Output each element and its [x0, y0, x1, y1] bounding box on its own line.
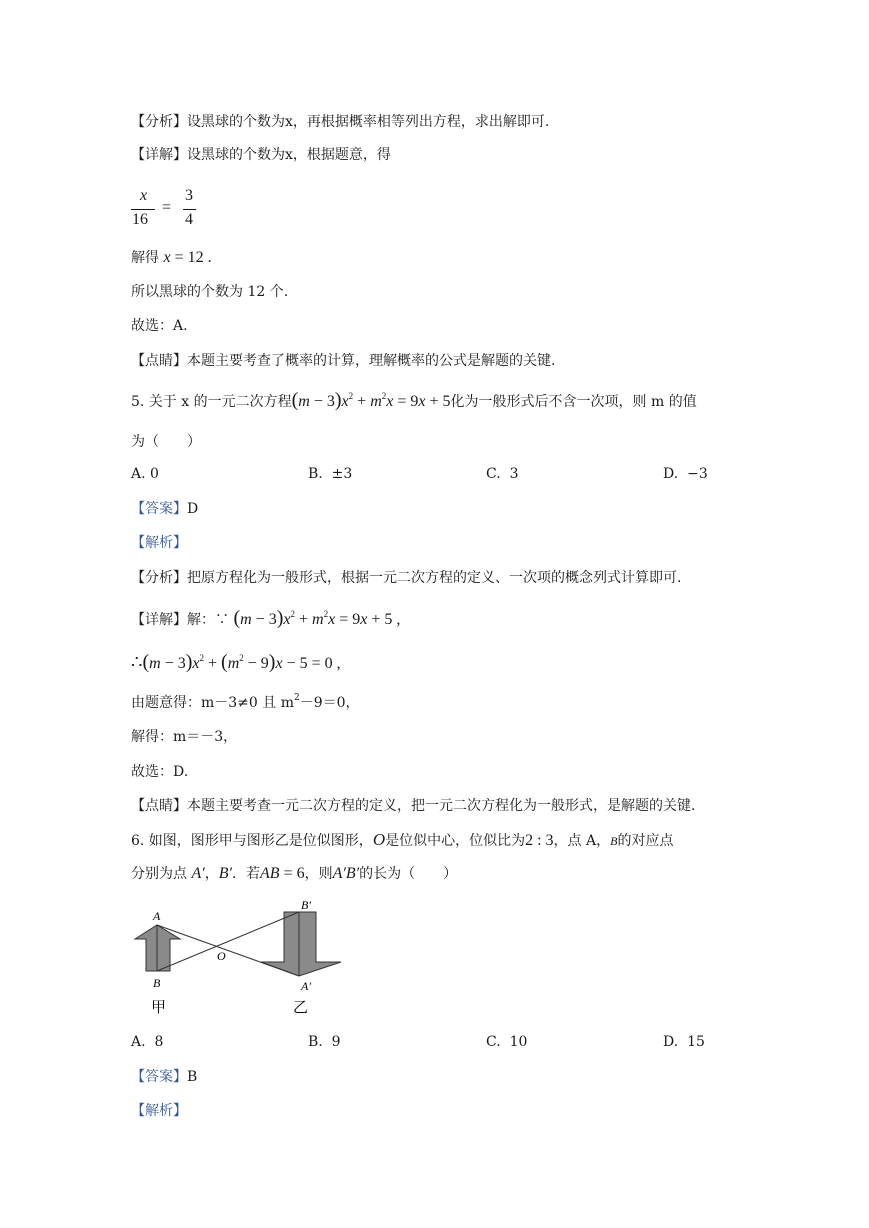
- answer-tag: 【答案】: [131, 1069, 187, 1085]
- option-label: C.: [486, 1034, 501, 1050]
- q6-answer: [131, 1067, 197, 1087]
- q5-options: [131, 466, 771, 486]
- option-value: 8: [154, 1034, 164, 1050]
- q5-stem-prefix: 5. 关于 x 的一元二次方程: [131, 394, 292, 410]
- analysis-text: 把原方程化为一般形式，根据一元二次方程的定义、一次项的概念列式计算即可.: [187, 570, 682, 586]
- option-label: C.: [486, 466, 501, 482]
- q5-explain-tag: 【解析】: [131, 535, 187, 551]
- q4-detail: [131, 145, 391, 165]
- option-value: 10: [509, 1034, 528, 1050]
- similar-figures-diagram: [131, 898, 346, 1020]
- q6-options: [131, 1034, 771, 1054]
- condition-text: 由题意得：m－3≠0 且 m: [131, 695, 294, 711]
- q6-ratio: 2 : 3: [525, 832, 554, 849]
- q6-center-o: O: [372, 830, 386, 849]
- option-label: A.: [131, 1034, 146, 1050]
- label-a: A: [153, 909, 161, 923]
- q6-stem-line2: [131, 864, 457, 884]
- q6-line2-sep: ，: [204, 866, 219, 882]
- option-label: D.: [663, 1034, 679, 1050]
- q6-stem-tail: ，点 A，: [553, 833, 611, 849]
- q6-stem-prefix: 6. 如图，图形甲与图形乙是位似图形，: [131, 833, 373, 849]
- q5-stem-suffix: 化为一般形式后不含一次项，则 m 的值: [450, 394, 697, 410]
- q6-stem-mid: 是位似中心，位似比为: [385, 833, 526, 849]
- caption-yi: 乙: [293, 998, 309, 1016]
- comment-text: 本题主要考查一元二次方程的定义，把一元二次方程化为一般形式，是解题的关键.: [187, 798, 696, 814]
- ray-a-a-prime: [157, 925, 299, 976]
- q5-stem-line2: 为（ ）: [131, 434, 201, 450]
- q5-detail-equation: $(m - 3)x^2 + m^2x = 9x + 5$ ,: [233, 607, 401, 629]
- frac-left-denominator: 16: [132, 211, 148, 228]
- q5-solve: 解得：m＝－3，: [131, 729, 238, 745]
- frac-left-numerator: x: [140, 187, 148, 204]
- option-value: 0: [150, 466, 159, 482]
- q5-comment: [131, 796, 695, 816]
- q6-line2-end: 的长为（ ）: [359, 866, 458, 882]
- label-o: O: [217, 949, 226, 963]
- option-label: A.: [131, 466, 146, 482]
- option-label: B.: [308, 1034, 323, 1050]
- q4-count: 所以黑球的个数为 12 个.: [131, 284, 289, 300]
- q5-condition: [131, 693, 360, 713]
- q5-choose: 故选：D.: [131, 764, 189, 780]
- q5-option-a[interactable]: [131, 466, 159, 482]
- q5-answer: [131, 499, 198, 519]
- q4-choose: 故选：A.: [131, 318, 188, 334]
- option-value: ±3: [331, 466, 353, 482]
- condition-tail: －9＝0，: [299, 695, 360, 711]
- q6-stem: [131, 830, 673, 851]
- q6-point-b: B: [610, 834, 618, 848]
- q6-line2-mid: ．若: [232, 866, 261, 882]
- q4-comment: [131, 351, 555, 371]
- q6-ab-equation: [260, 865, 305, 882]
- answer-value: B: [187, 1069, 198, 1085]
- probability-equation: [131, 187, 221, 233]
- detail-tag: 【详解】: [131, 612, 187, 628]
- answer-value: D: [187, 501, 199, 517]
- comment-text: 本题主要考查了概率的计算，理解概率的公式是解题的关键.: [187, 353, 556, 369]
- solve-math: [163, 249, 211, 266]
- analysis-text: 设黑球的个数为x，再根据概率相等列出方程，求出解即可.: [187, 114, 550, 130]
- q5-option-c[interactable]: [486, 466, 519, 482]
- q6-option-a[interactable]: [131, 1034, 163, 1050]
- q6-option-b[interactable]: [308, 1034, 341, 1050]
- q6-stem-end: 的对应点: [617, 833, 674, 849]
- q6-segment-a-prime-b-prime: A′B′: [332, 865, 360, 882]
- option-label: D.: [663, 466, 679, 482]
- q5-option-d[interactable]: [663, 466, 708, 482]
- frac-left-bar: [131, 209, 155, 210]
- comment-tag: 【点睛】: [131, 353, 187, 369]
- q5-detail: [131, 606, 400, 632]
- q5-analysis: [131, 568, 681, 588]
- q6-option-d[interactable]: [663, 1034, 705, 1050]
- caption-jia: 甲: [151, 998, 167, 1016]
- q5-stem: [131, 388, 697, 414]
- option-value: 9: [331, 1034, 341, 1050]
- solve-var: x: [163, 249, 171, 266]
- frac-right-denominator: 4: [185, 211, 193, 228]
- option-value: 3: [509, 466, 519, 482]
- q6-ab-value: = 6: [279, 865, 305, 882]
- label-a-prime: A′: [301, 979, 311, 993]
- q5-equation: $(m - 3)x^2 + m^2x = 9x + 5$: [291, 389, 451, 411]
- option-value: 15: [687, 1034, 705, 1050]
- detail-text: 设黑球的个数为x，根据题意，得: [187, 147, 391, 163]
- detail-tag: 【详解】: [131, 147, 187, 163]
- label-b-prime: B′: [301, 898, 311, 912]
- diagram-svg: [131, 898, 346, 1020]
- q6-explain-tag: 【解析】: [131, 1103, 187, 1119]
- q4-solve: [131, 248, 212, 268]
- q5-option-b[interactable]: [308, 466, 352, 482]
- analysis-tag: 【分析】: [131, 570, 187, 586]
- label-b: B: [153, 976, 161, 990]
- frac-right-numerator: 3: [185, 187, 193, 204]
- solve-prefix: 解得: [131, 250, 159, 266]
- q5-general-form: ∴(m − $3)x^2 + (m^2 - 9)x - 5 = 0$ ,: [131, 651, 341, 673]
- condition-sup: 2: [294, 693, 300, 703]
- q6-option-c[interactable]: [486, 1034, 527, 1050]
- q6-line2-then: ，则: [304, 866, 333, 882]
- q6-line2-prefix: 分别为点: [131, 866, 187, 882]
- detail-text: 解：∵: [187, 612, 229, 628]
- answer-tag: 【答案】: [131, 501, 187, 517]
- option-label: B.: [308, 466, 323, 482]
- q4-analysis: [131, 112, 549, 132]
- equals-sign: =: [162, 199, 172, 216]
- analysis-tag: 【分析】: [131, 114, 187, 130]
- q6-segment-ab: AB: [260, 865, 280, 882]
- frac-right-bar: [183, 209, 196, 210]
- option-value: −3: [687, 466, 708, 482]
- q6-point-a-prime: A′: [191, 865, 205, 882]
- solve-rest: = 12 .: [170, 249, 212, 266]
- q6-point-b-prime: B′: [218, 865, 233, 882]
- comment-tag: 【点睛】: [131, 798, 187, 814]
